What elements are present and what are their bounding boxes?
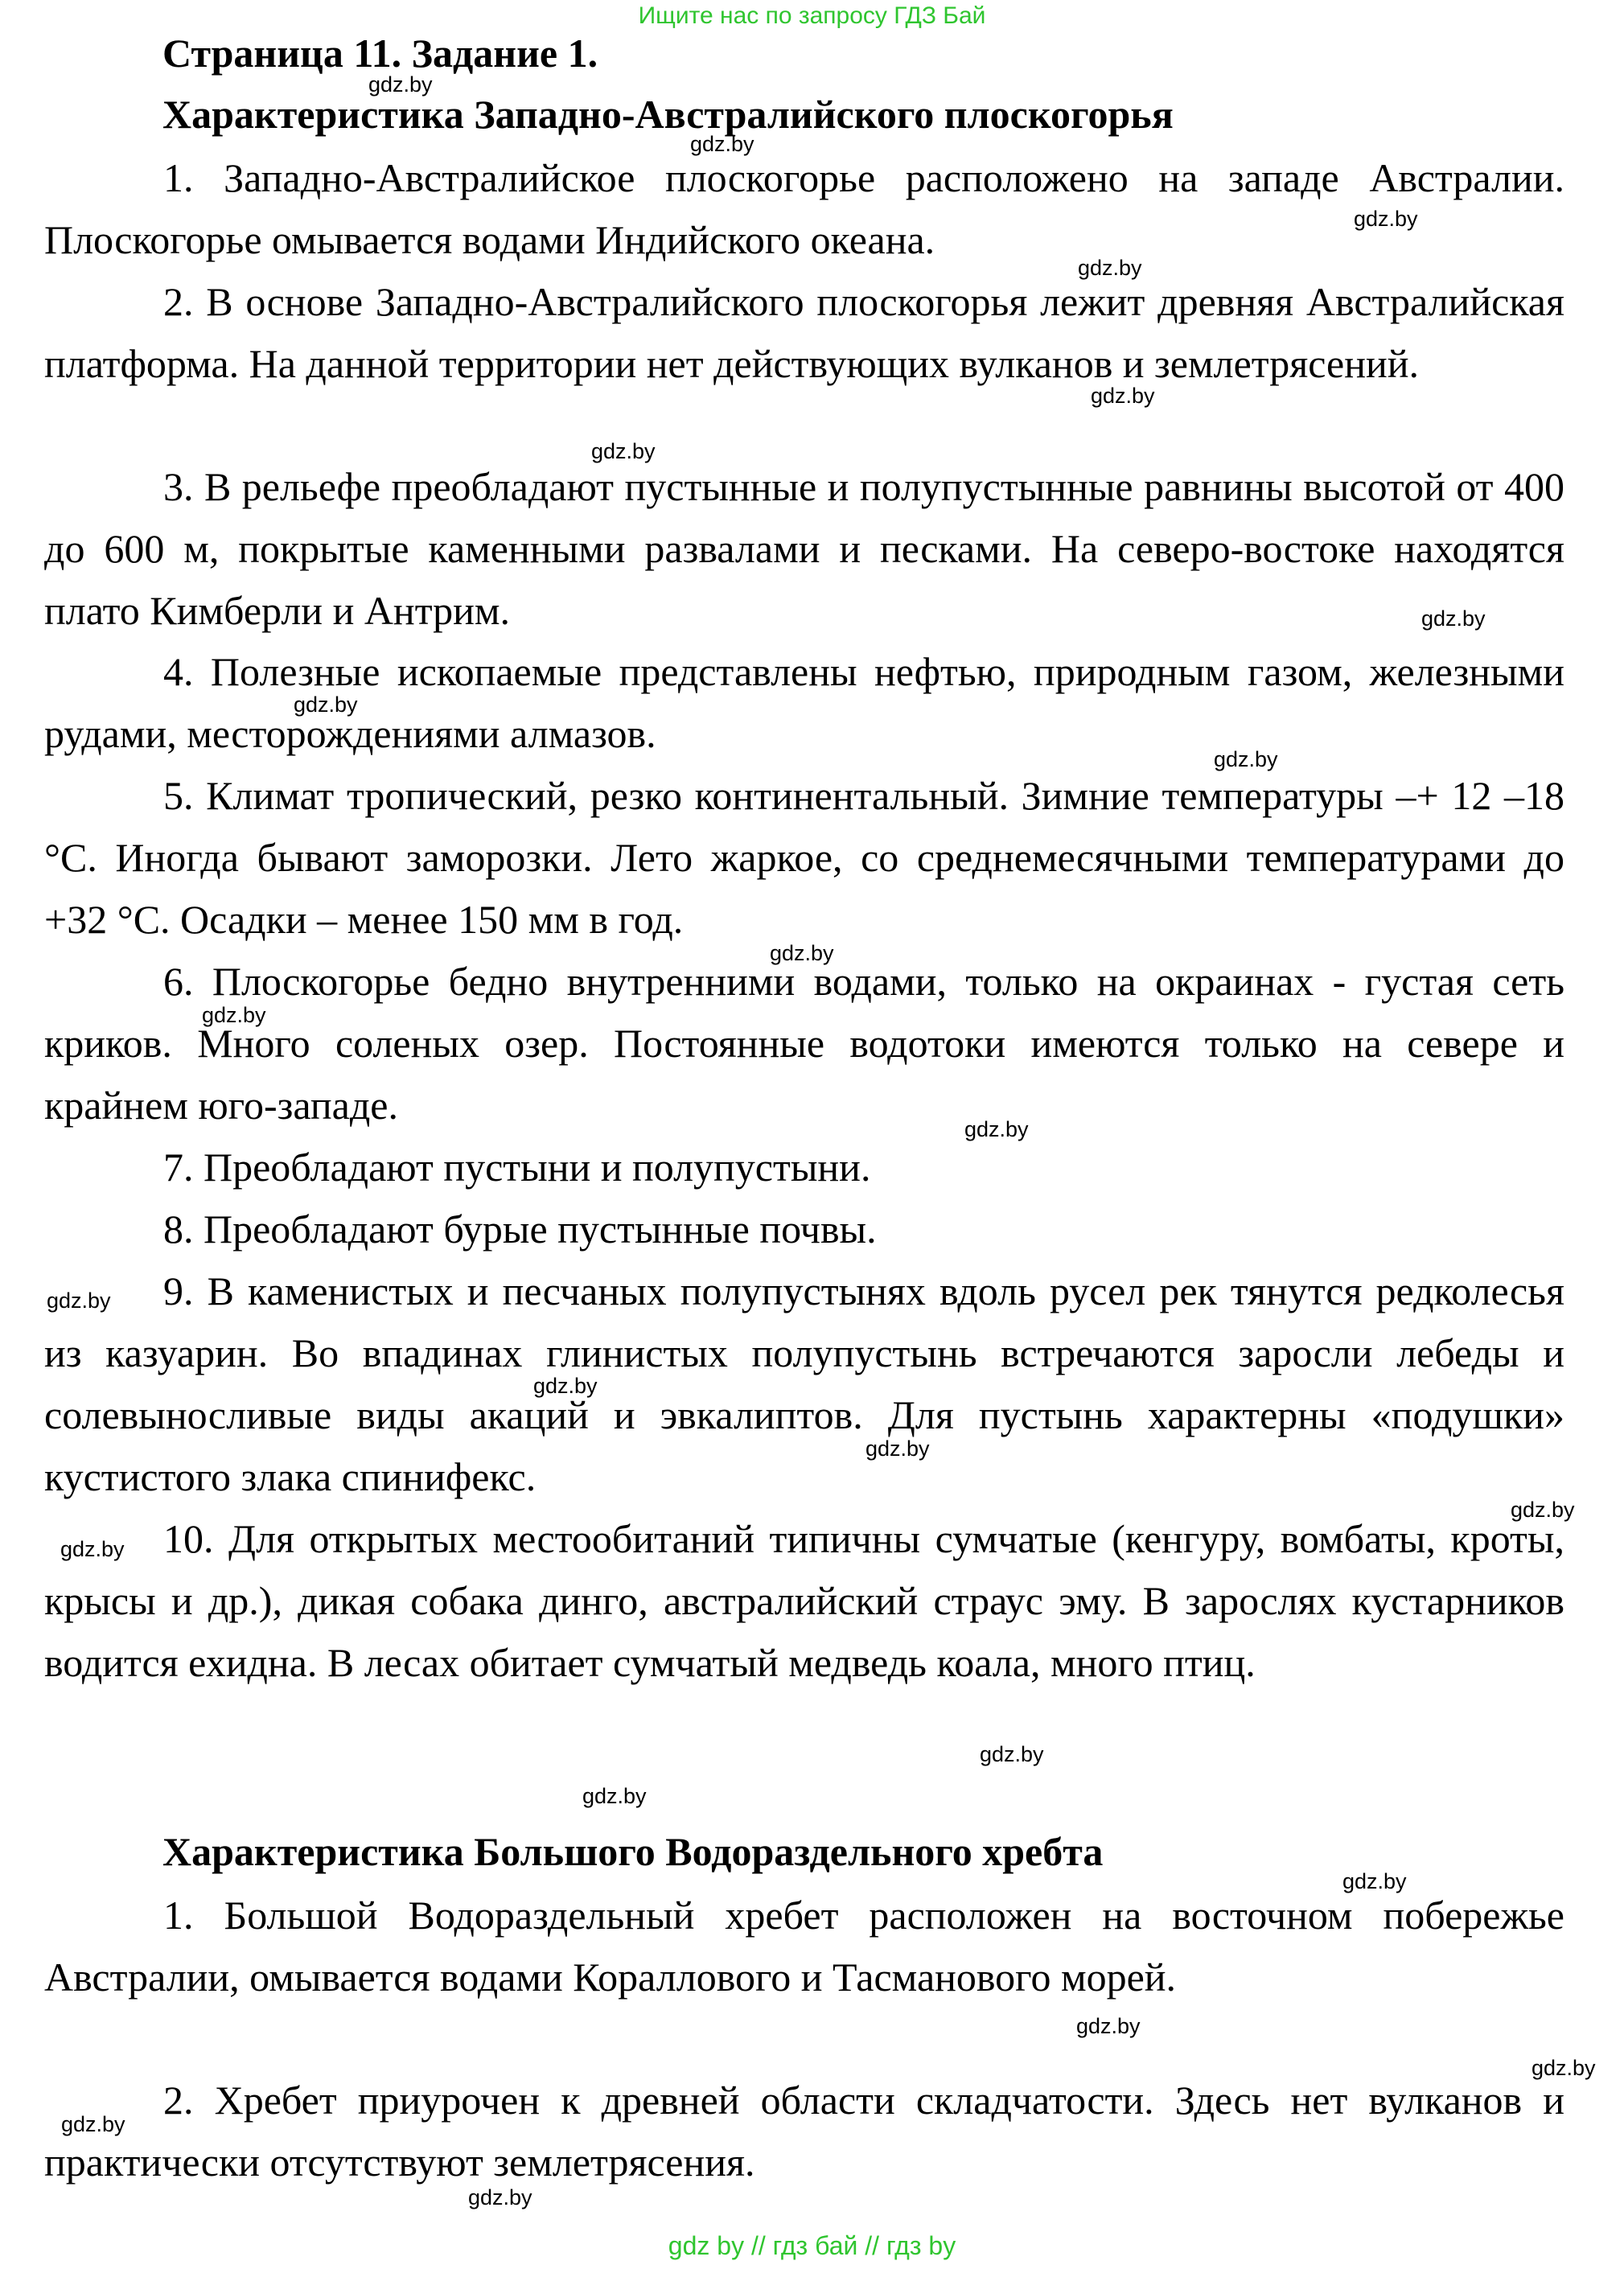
s1-paragraph-7: 7. Преобладают пустыни и полупустыни.: [163, 1145, 871, 1190]
watermark: gdz.by: [1421, 606, 1486, 631]
watermark: gdz.by: [865, 1437, 930, 1461]
s2-paragraph-1: 1. Большой Водораздельный хребет расположен на восточном побережье Австралии, омывается водами Кораллового и Тасманового морей.: [44, 1893, 1564, 2000]
watermark: gdz.by: [202, 1003, 266, 1027]
s1-paragraph-6: 6. Плоскогорье бедно внутренними водами, только на окраинах - густая сеть криков. Много соленых озер. Постоянные водотоки имеются только на севере и крайнем юго-западе.: [44, 959, 1564, 1128]
watermark: gdz.by: [770, 941, 834, 965]
s1-paragraph-3: 3. В рельефе преобладают пустынные и полупустынные равнины высотой от 400 до 600 м, покрытые каменными развалами и песками. На северо-востоке находятся плато Кимберли и Антрим.: [44, 464, 1564, 633]
section2-title: Характеристика Большого Водораздельного хребта: [162, 1829, 1104, 1874]
watermark: gdz.by: [1342, 1869, 1407, 1893]
watermark: gdz.by: [60, 1537, 125, 1561]
watermark: gdz.by: [61, 2112, 125, 2136]
s1-paragraph-8: 8. Преобладают бурые пустынные почвы.: [163, 1206, 877, 1252]
s1-paragraph-1: 1. Западно-Австралийское плоскогорье расположено на западе Австралии. Плоскогорье омывается водами Индийского океана.: [44, 155, 1564, 262]
watermark: gdz.by: [1354, 207, 1418, 231]
section1-title: Характеристика Западно-Австралийского плоскогорья: [162, 92, 1174, 137]
watermark: gdz.by: [690, 132, 754, 156]
watermark: gdz.by: [1511, 1498, 1575, 1522]
watermark: gdz.by: [980, 1742, 1044, 1766]
watermark: gdz.by: [468, 2185, 532, 2209]
watermark: gdz.by: [1078, 256, 1142, 280]
watermark: gdz.by: [47, 1289, 111, 1313]
page-title: Страница 11. Задание 1.: [162, 31, 598, 76]
watermark: gdz.by: [964, 1117, 1029, 1141]
watermark: gdz.by: [1531, 2056, 1596, 2080]
watermark: gdz.by: [1214, 747, 1278, 771]
footer-links: gdz by // гдз бай // гдз by: [668, 2231, 956, 2260]
s1-paragraph-4: 4. Полезные ископаемые представлены нефтью, природным газом, железными рудами, месторождениями алмазов.: [44, 649, 1564, 756]
watermark: gdz.by: [533, 1374, 598, 1398]
watermark: gdz.by: [582, 1784, 647, 1808]
s2-paragraph-2: 2. Хребет приурочен к древней области складчатости. Здесь нет вулканов и практически отсутствуют землетрясения.: [44, 2078, 1564, 2185]
s1-paragraph-9: 9. В каменистых и песчаных полупустынях вдоль русел рек тянутся редколесья из казуарин. Во впадинах глинистых полупустынь встречаются заросли лебеды и солевыносливые виды акаций и эвкалиптов. Для пустынь характерны «подушки» кустистого злака спинифекс.: [44, 1268, 1564, 1499]
watermark: gdz.by: [1076, 2014, 1141, 2038]
s1-paragraph-10: 10. Для открытых местообитаний типичны сумчатые (кенгуру, вомбаты, кроты, крысы и др.), дикая собака динго, австралийский страус эму. В зарослях кустарников водится ехидна. В лесах обитает сумчатый медведь коала, много птиц.: [44, 1516, 1564, 1685]
watermark: gdz.by: [591, 439, 656, 463]
watermark: gdz.by: [294, 693, 358, 717]
s1-paragraph-2: 2. В основе Западно-Австралийского плоскогорья лежит древняя Австралийская платформа. На данной территории нет действующих вулканов и землетрясений.: [44, 279, 1564, 386]
watermark: gdz.by: [1091, 384, 1155, 408]
search-banner: Ищите нас по запросу ГДЗ Бай: [638, 2, 986, 29]
watermark: gdz.by: [368, 72, 433, 97]
s1-paragraph-5: 5. Климат тропический, резко континентальный. Зимние температуры –+ 12 –18 °С. Иногда бывают заморозки. Лето жаркое, со среднемесячными температурами до +32 °С. Осадки – менее 150 мм в год.: [44, 773, 1564, 942]
